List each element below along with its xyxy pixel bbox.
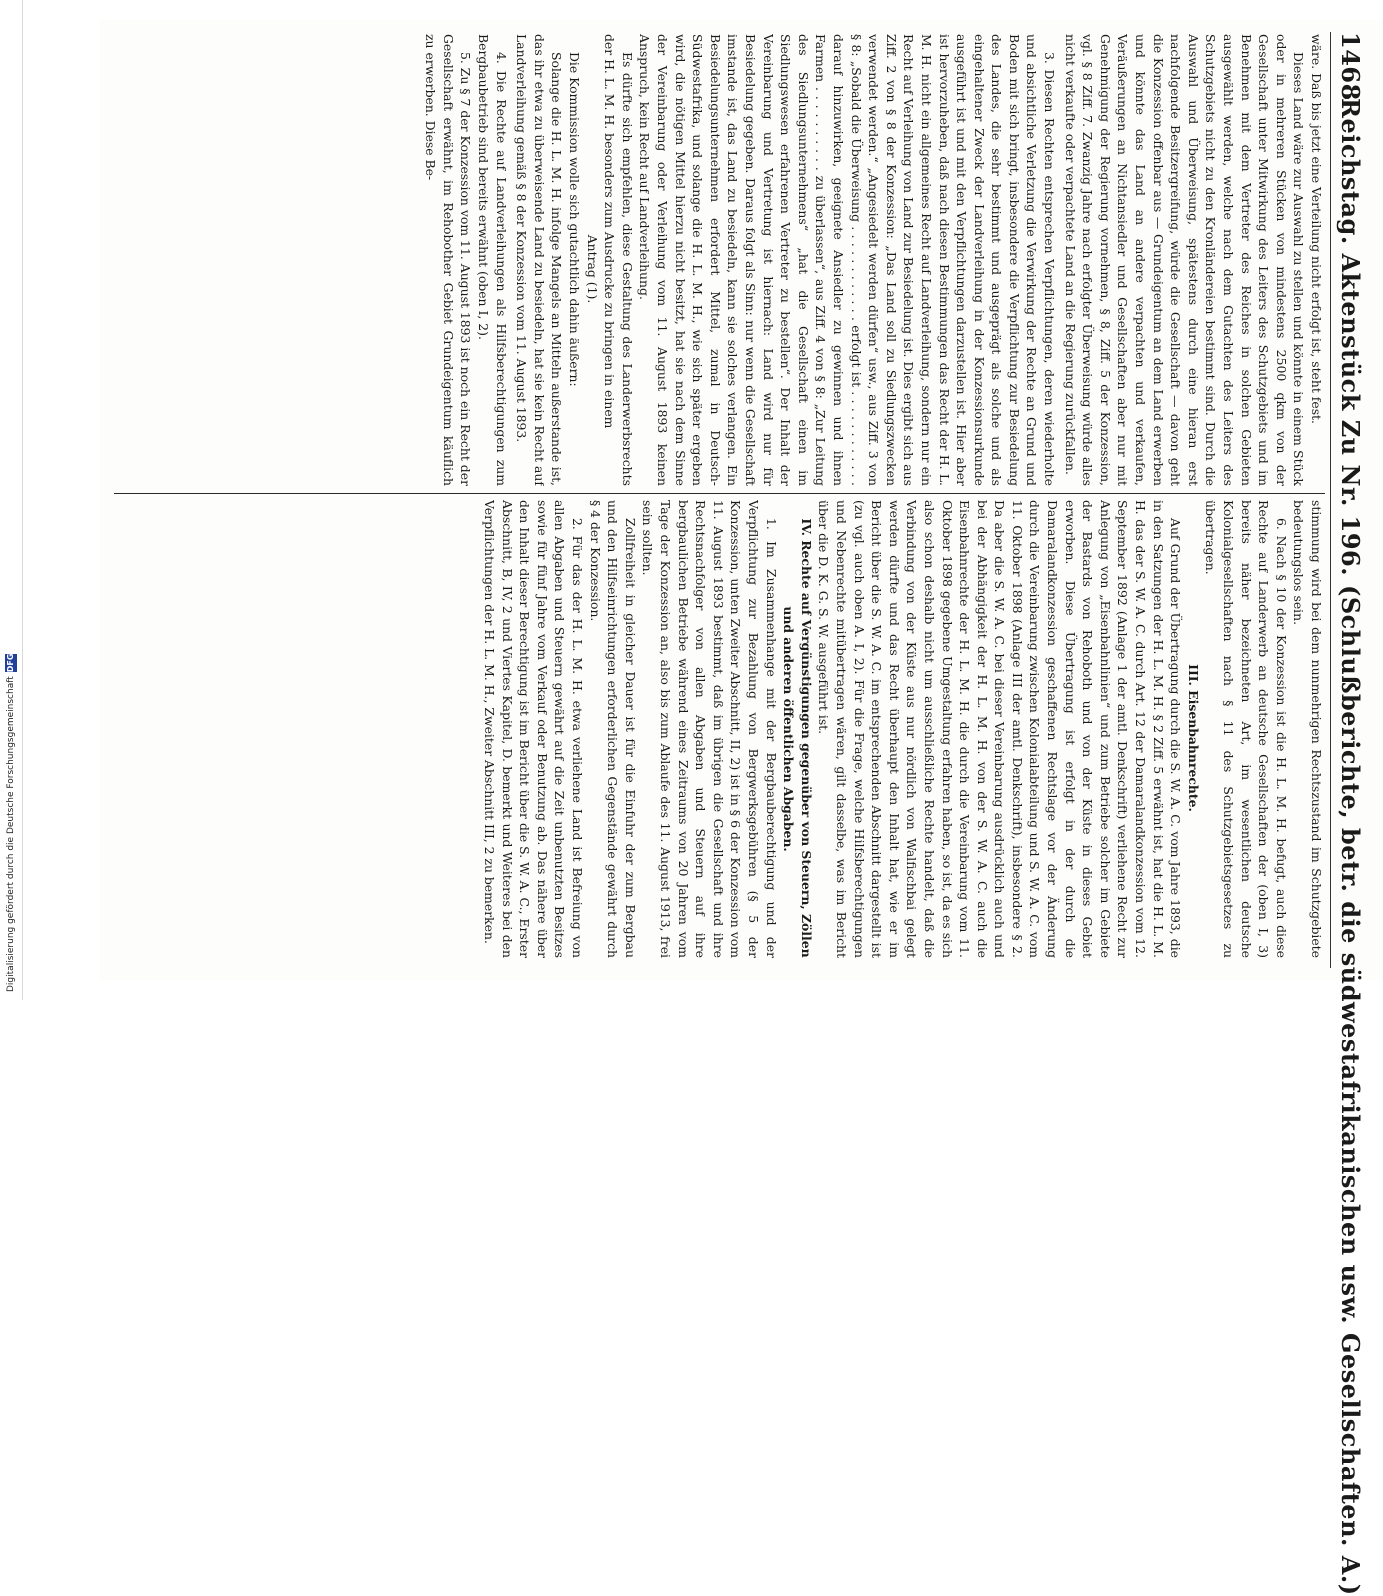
paragraph: 3. Diesen Rechten entsprechen Verpflichtungen, deren wiederholte und absichtliche Verletzung die Verwirkung der Rechte an Grund und Boden mit sich bringt, insbesondere die Verpflichtung zur Besiedelung des Landes, die sehr bestimmt und ausgeprägt als solche und als eingehaltener Zweck der Landverleihung in der Konzessionsurkunde ausgeführt ist und mit den Verpflichtungen darzustellen ist. Hier aber ist hervorzuheben, daß nach diesen Bestimmungen das Recht der H. L. M. H. nicht ein allgemeines Recht auf Landverleihung, sondern nur ein Recht auf Verleihung von Land zur Besiedelung ist. Dies ergibt sich aus Ziff. 2 von § 8 der Konzession: „Das Land soll zu Siedlungszwecken verwendet werden.“ „Angesiedelt werden dürfen“ usw., aus Ziff. 3 von § 8: „Sobald die Überweisung . . . . . . . . . . . . erfolgt ist . . . . . . . . . . . . darauf hinzuwirken, geeignete Ansiedler zu gewinnen und ihnen Farmen . . . . . . . . . . zu überlassen“, aus Ziff. 4 von § 8: „Zur Leitung des Siedlungsunternehmens“ „hat die Gesellschaft einen im Siedlungswesen erfahrenen Vertreter zu bestellen“. Der Inhalt der Vereinbarung und Vertretung ist hiernach: Land wird nur für Besiedelung gegeben. Daraus folgt als Sinn: nur wenn die Gesellschaft imstande ist, das Land zu besiedeln, kann sie solches verlangen. Ein Besiedelungsunternehmen erfordert Mittel, zumal in Deutsch-Südwestafrika, und solange die H. L. M. H., wie sich später ergeben wird, die nötigen Mittel hierzu nicht besitzt, hat sie nach dem Sinne der Vereinbarung oder Verleihung vom 11. August 1893 keinen Anspruch, kein Recht auf Landverleihung.: [637, 34, 1058, 486]
dfg-logo: DFG: [6, 653, 15, 673]
paragraph: 5. Zu § 7 der Konzession vom 11. August 1893 ist noch ein Recht der Gesellschaft erwähnt, im Rehobother Gebiet Grundeigentum käuflich zu erwerben. Diese Be-: [423, 34, 474, 486]
proposal-intro: Die Kommission wolle sich gutachtlich dahin äußern:: [567, 52, 583, 387]
digitization-credit: [2, 598, 20, 992]
section-heading: IV. Rechte auf Vergünstigungen gegenüber von Steuern, Zöllen und anderen öffentlichen Abgaben.: [781, 518, 814, 958]
document-page: [100, 20, 1383, 1596]
running-title: Reichstag. Aktenstück Zu Nr. 196. (Schlußberichte, betr. die südwestafrikanischen usw. Gesellschaften. A.): [1336, 98, 1366, 1596]
page-header: [1330, 32, 1371, 1596]
paragraph: 1. Im Zusammenhange mit der Bergbauberechtigung und der Verpflichtung zur Bezahlung von Bergwerksgebühren (§ 5 der Konzession, unten Zweiter Abschnitt, II, 2) ist in § 6 der Konzession vom 11. August 1893 bestimmt, daß im übrigen die Gesellschaft und ihre Rechtsnachfolger von allen Abgaben und Steuern auf ihre bergbaulichen Betriebe während eines Zeitraums von 20 Jahren vom Tage der Konzession an, also bis zum Ablaufe des 11. August 1913, frei sein sollten.: [640, 500, 779, 958]
scan-credit-strip: [0, 0, 23, 1000]
paragraph: stimmung wird bei dem nunmehrigen Rechtszustand im Schutzgebiete bedeutungslos sein.: [1291, 500, 1324, 958]
proposal-text: Solange die H. L. M. H. infolge Mangels an Mitteln außerstande ist, das ihr etwa zu überweisende Land zu besiedeln, hat sie kein Recht auf Landverleihung gemäß § 8 der Konzession vom 11. August 1893.: [514, 34, 565, 486]
paragraph: Zollfreiheit in gleicher Dauer ist für die Einfuhr der zum Bergbau und den Hilfseinrichtungen erforderlichen Gegenstände gewährt durch § 4 der Konzession.: [587, 500, 638, 958]
right-column: [114, 500, 1325, 958]
paragraph: 4. Die Rechte auf Landverleihungen als Hilfsberechtigungen zum Bergbaubetrieb sind bereits erwähnt (oben I, 2).: [476, 34, 509, 486]
digitization-credit-text: Digitalisierung gefördert durch die Deutsche Forschungsgemeinschaft: [6, 676, 16, 992]
paragraph: Auf Grund der Übertragung durch die S. W. A. C. vom Jahre 1893, die in den Satzungen der H. L. M. H. § 2 Ziff. 5 erwähnt ist, hat die H. L. M. H. das der S. W. A. C. durch Art. 12 der Damaralandkonzession vom 12. September 1892 (Anlage 1 der amtl. Denkschrift) verliehene Recht zur Anlegung von „Eisenbahnlinien“ und zum Betriebe solcher im Gebiete der Bastards von Rehoboth und von der Küste in dieses Gebiet erworben. Diese Übertragung ist erfolgt in der durch die Damaralandkonzession geschaffenen Rechtslage vor der Änderung durch die Vereinbarung zwischen Kolonialabteilung und S. W. A. C. vom 11. Oktober 1898 (Anlage III der amtl. Denkschrift), insbesondere § 2. Da aber die S. W. A. C. bei dieser Vereinbarung ausdrücklich auch und bei der Abhängigkeit der H. L. M. H. von der S. W. A. C. auch die Eisenbahnrechte der H. L. M. H. die durch die Vereinbarung vom 11. Oktober 1898 gegebene Umgestaltung erfahren haben, so ist, da es sich also schon deshalb nicht um ausschließliche Rechte handelt, daß die Verbindung von der Küste aus nur nördlich von Walfischbai gelegt werden dürfte und das Recht überhaupt den Inhalt hat, wie er im Bericht über die S. W. A. C. im entsprechenden Abschnitt dargestellt ist (zu vgl. auch oben A. I, 2). Für die Frage, welche Hilfsberechtigungen und Nebenrechte mitübertragen wären, gilt dasselbe, was im Bericht über die D. K. G. S. W. ausgeführt ist.: [816, 500, 1184, 958]
paragraph: Es dürfte sich empfehlen, diese Gestaltung des Landerwerbsrechts der H. L. M. H. besonders zum Ausdrucke zu bringen in einem: [602, 34, 635, 486]
column-divider: [114, 493, 1325, 494]
paragraph: Dieses Land wäre zur Auswahl zu stellen und könnte in einem Stück oder in mehreren Stücken von mindestens 2500 qkm von der Gesellschaft unter Mitwirkung des Leiters des Schutzgebiets und im Benehmen mit dem Vertreter des Reiches in solchen Gebieten ausgewählt werden, welche nach dem Gutachten des Leiters des Schutzgebiets nicht zu den Kronländereien bestimmt sind. Durch die Auswahl und Überweisung, spätestens durch eine hieran erst nachfolgende Besitzergreifung, würde die Gesellschaft — davon geht die Konzession offenbar aus — Grundeigentum an dem Land erwerben und könnte das Land an andere verpachten und verkaufen, Veräußerungen an Nichtansiedler und Gesellschaften aber nur mit Genehmigung der Regierung vornehmen, § 8, Ziff. 5 der Konzession, vgl. § 8 Ziff. 7. Zwanzig Jahre nach erfolgter Überweisung würde alles nicht verkaufte oder verpachtete Land an die Regierung zurückfallen.: [1062, 34, 1307, 486]
paragraph: 6. Nach § 10 der Konzession ist die H. L. M. H. befugt, auch diese Rechte auf Landerwerb an deutsche Gesellschaften der (oben I, 3) bereits näher bezeichneten Art, im wesentlichen deutsche Kolonialgesellschaften nach § 11 des Schutzgebietsgesetzes zu übertragen.: [1203, 500, 1289, 958]
left-column: [114, 34, 1325, 486]
paragraph: wäre. Daß bis jetzt eine Verteilung nicht erfolgt ist, steht fest.: [1309, 34, 1324, 424]
proposal-title: Antrag (1).: [584, 234, 600, 304]
section-heading: III. Eisenbahnrechte.: [1185, 664, 1201, 812]
paragraph: 2. Für das der H. L. M. H. etwa verliehene Land ist Befreiung von allen Abgaben und Steuern gewährt auf die Zeit unbenutzten Besitzes sowie für fünf Jahre vom Verkauf oder Benutzung ab. Das nähere über den Inhalt dieser Berechtigung ist im Bericht über die S. W. A. C., Erster Abschnitt, B, IV, 2 und Viertes Kapitel, D. bemerkt und Weiteres bei den Verpflichtungen der H. L. M. H., Zweiter Abschnitt III, 2 zu bemerken.: [482, 500, 586, 958]
page-number: 1468: [1336, 32, 1366, 101]
